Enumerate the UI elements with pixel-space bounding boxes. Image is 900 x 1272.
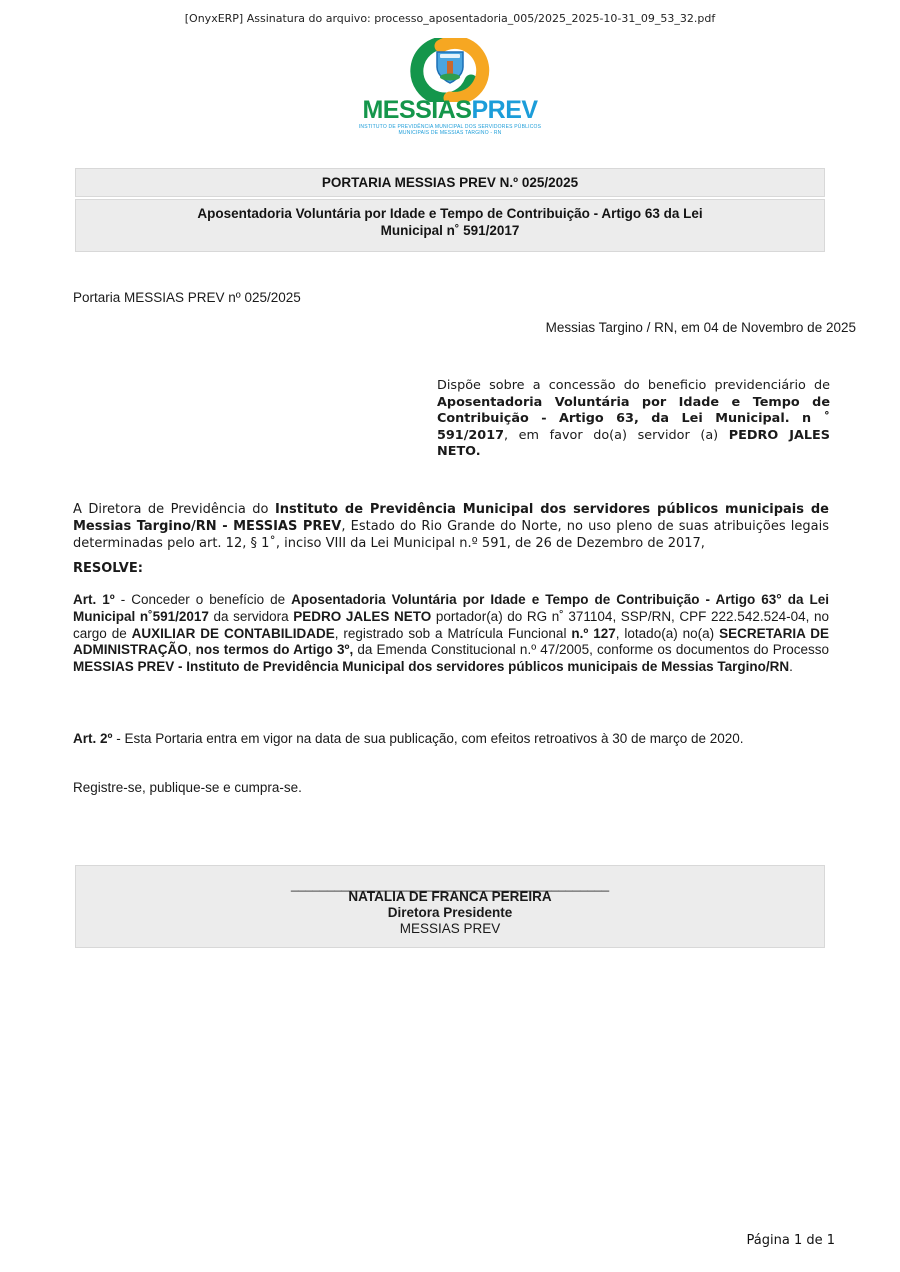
portaria-title: PORTARIA MESSIAS PREV N.º 025/2025	[75, 168, 825, 197]
place-date-line: Messias Targino / RN, em 04 de Novembro de 2025	[545, 320, 856, 335]
portaria-subtitle: Aposentadoria Voluntária por Idade e Tempo de Contribuição - Artigo 63 da Lei Municipal n˚ 591/2017	[75, 199, 825, 252]
signatory-name: NATALIA DE FRANCA PEREIRA	[348, 889, 552, 904]
portaria-number-line: Portaria MESSIAS PREV nº 025/2025	[73, 290, 301, 305]
preamble-paragraph: A Diretora de Previdência do Instituto de Previdência Municipal dos servidores públicos municipais de Messias Targino/RN - MESSIAS PREV, Estado do Rio Grande do Norte, no uso pleno de suas atribuições legais determinadas pelo art. 12, § 1˚, inciso VIII da Lei Municipal n.º 591, de 26 de Dezembro de 2017,	[73, 502, 830, 551]
page-number: Página 1 de 1	[746, 1233, 835, 1248]
signatory-role: Diretora Presidente	[387, 905, 513, 920]
pdf-header-filename: [OnyxERP] Assinatura do arquivo: processo_aposentadoria_005/2025_2025-10-31_09_53_32.pdf	[184, 12, 716, 25]
resolve-label: RESOLVE:	[73, 561, 143, 576]
article-1-paragraph: Art. 1º - Conceder o benefício de Aposentadoria Voluntária por Idade e Tempo de Contribuição - Artigo 63° da Lei Municipal n˚591/2017 da servidora PEDRO JALES NETO portador(a) do RG n˚ 371104, SSP/RN, CPF 222.542.524-04, no cargo de AUXILIAR DE CONTABILIDADE, registrado sob a Matrícula Funcional n.º 127, lotado(a) no(a) SECRETARIA DE ADMINISTRAÇÃO, nos termos do Artigo 3º, da Emenda Constitucional n.º 47/2005, conforme os documentos do Processo MESSIAS PREV - Instituto de Previdência Municipal dos servidores públicos municipais de Messias Targino/RN.	[73, 592, 829, 675]
article-2-paragraph: Art. 2º - Esta Portaria entra em vigor na data de sua publicação, com efeitos retroativos à 30 de março de 2020.	[73, 731, 744, 746]
messiasprev-emblem-icon	[391, 38, 509, 102]
signature-box	[75, 865, 825, 948]
logo-subtitle	[0, 124, 900, 136]
logo-subtitle-line1: INSTITUTO DE PREVIDÊNCIA MUNICIPAL DOS SERVIDORES PÚBLICOS	[358, 124, 542, 130]
crest-shield-icon	[437, 52, 463, 83]
signature-line: ____________________________________________	[290, 877, 610, 892]
messiasprev-logo	[0, 38, 900, 136]
logo-wordmark-messias: MESSIAS	[362, 96, 472, 124]
signatory-org: MESSIAS PREV	[399, 921, 501, 936]
closing-line: Registre-se, publique-se e cumpra-se.	[73, 780, 302, 795]
ementa-paragraph: Dispõe sobre a concessão do beneficio previdenciário de Aposentadoria Voluntária por Idade e Tempo de Contribuição - Artigo 63, da Lei Municipal. n ˚ 591/2017, em favor do(a) servidor (a) PEDRO JALES NETO.	[437, 378, 830, 459]
logo-subtitle-line2: MUNICIPAIS DE MESSIAS TARGINO - RN	[398, 130, 502, 136]
logo-wordmark-prev: PREV	[471, 96, 538, 124]
title-box	[75, 168, 825, 252]
logo-wordmark	[0, 98, 900, 122]
